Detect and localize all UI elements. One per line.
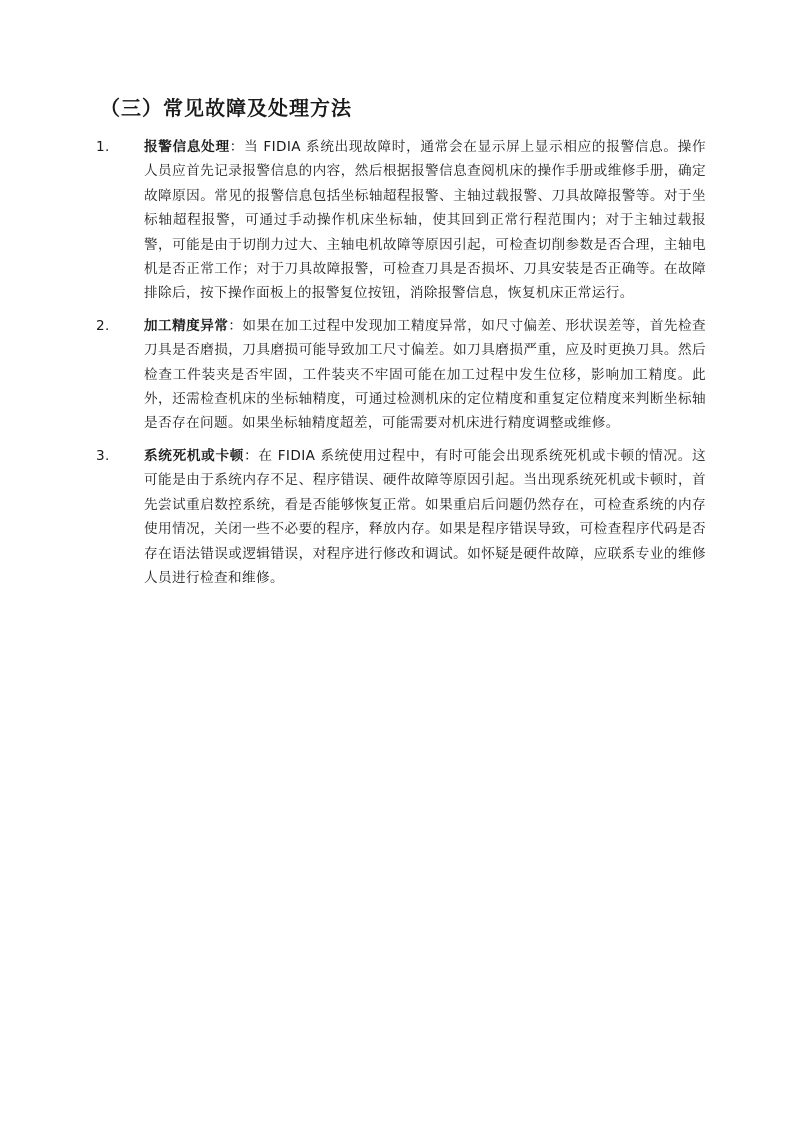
list-item-number: 3.	[96, 447, 110, 464]
list-item-separator: ：	[244, 447, 259, 464]
list-item-precision-anomaly	[96, 314, 706, 436]
list-item-separator: ：	[229, 139, 245, 155]
list-item-text: 如果在加工过程中发现加工精度异常，如尺寸偏差、形状误差等，首先检查刀具是否磨损，刀具磨损可能导致加工尺寸偏差。如刀具磨损严重，应及时更换刀具。然后检查工件装夹是否牢固，工件装夹不牢固可能在加工过程中发生位移，影响加工精度。此外，还需检查机床的坐标轴精度，可通过检测机床的定位精度和重复定位精度来判断坐标轴是否存在问题。如果坐标轴精度超差，可能需要对机床进行精度调整或维修。	[144, 317, 706, 432]
list-item-alarm-handling	[96, 135, 706, 306]
list-item-term: 系统死机或卡顿	[144, 447, 245, 464]
fault-list	[96, 135, 706, 598]
list-item-term: 报警信息处理	[144, 139, 230, 155]
list-item-text: 当 FIDIA 系统出现故障时，通常会在显示屏上显示相应的报警信息。操作人员应首先记录报警信息的内容，然后根据报警信息查阅机床的操作手册或维修手册，确定故障原因。常见的报警信息包括坐标轴超程报警、主轴过载报警、刀具故障报警等。对于坐标轴超程报警，可通过手动操作机床坐标轴，使其回到正常行程范围内；对于主轴过载报警，可能是由于切削力过大、主轴电机故障等原因引起，可检查切削参数是否合理，主轴电机是否正常工作；对于刀具故障报警，可检查刀具是否损坏、刀具安装是否正确等。在故障排除后，按下操作面板上的报警复位按钮，消除报警信息，恢复机床正常运行。	[144, 139, 706, 302]
list-item-term: 加工精度异常	[144, 317, 229, 334]
list-item-separator: ：	[228, 317, 243, 334]
list-item-text: 在 FIDIA 系统使用过程中，有时可能会出现系统死机或卡顿的情况。这可能是由于系统内存不足、程序错误、硬件故障等原因引起。当出现系统死机或卡顿时，首先尝试重启数控系统，看是否能够恢复正常。如果重启后问题仍然存在，可检查系统的内存使用情况，关闭一些不必要的程序，释放内存。如果是程序错误导致，可检查程序代码是否存在语法错误或逻辑错误，对程序进行修改和调试。如怀疑是硬件故障，应联系专业的维修人员进行检查和维修。	[144, 447, 706, 586]
list-item-number: 1.	[96, 139, 110, 155]
list-item-system-freeze	[96, 444, 706, 590]
list-item-number: 2.	[96, 317, 110, 334]
section-title: （三）常见故障及处理方法	[100, 96, 352, 120]
